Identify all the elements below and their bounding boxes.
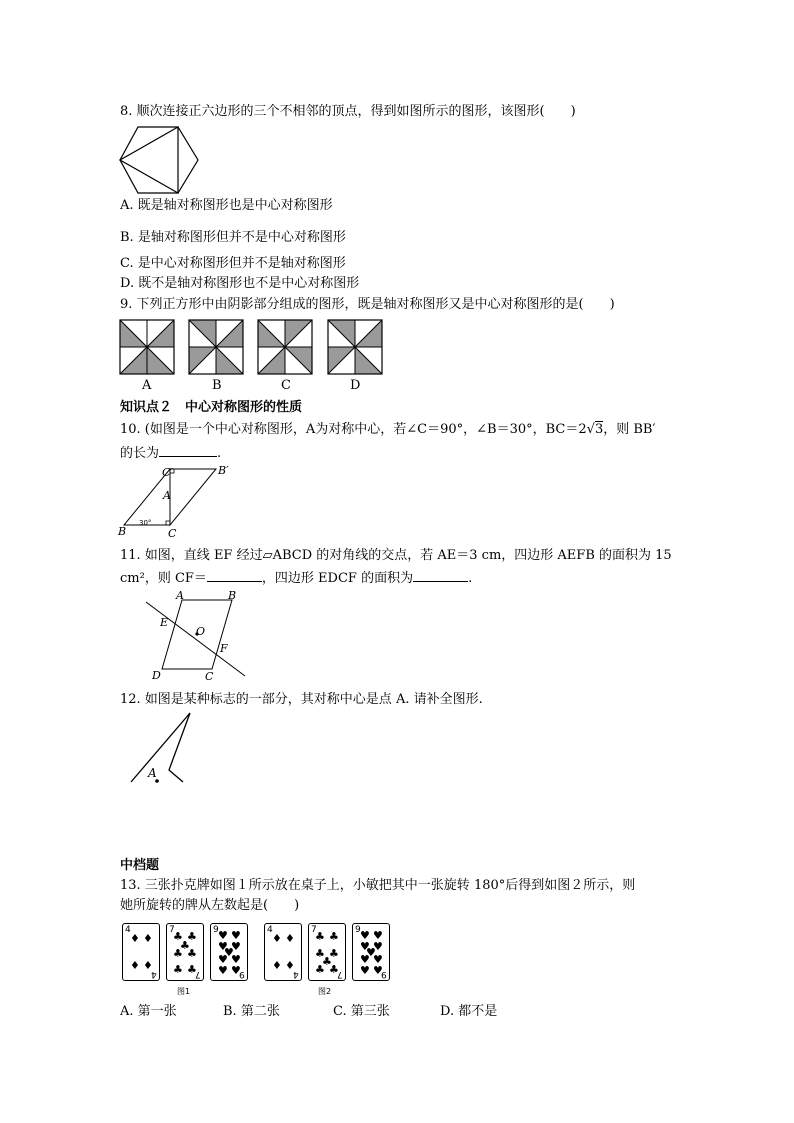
fig2-card-3	[352, 923, 390, 981]
card-pip: ♦	[285, 959, 295, 972]
card-pip: ♦	[272, 959, 282, 972]
card-rank: 9	[239, 969, 245, 979]
card-pip: ♣	[329, 947, 339, 960]
card-rank: 4	[125, 925, 131, 935]
q10-sqrt-radicand: 3	[594, 422, 604, 437]
q11-stem-end: .	[468, 571, 473, 586]
fig2-caption: 图2	[318, 987, 332, 996]
q10-stem-end: .	[217, 446, 222, 461]
card-pip: ♣	[315, 930, 325, 943]
q12-label-a: A	[148, 766, 157, 780]
card-pip: ♥	[218, 929, 228, 942]
card-rank: 9	[381, 969, 387, 979]
q9-square-d	[328, 320, 382, 374]
q9-label-c: C	[281, 378, 291, 393]
q10-stem-c: 的长为	[120, 446, 160, 461]
q10-stem-line2	[120, 443, 221, 462]
q11-label-o: O	[196, 625, 206, 638]
q8-hexagon-figure	[118, 125, 198, 195]
section-title-3: 中档题	[120, 858, 160, 873]
card-pip: ♣	[322, 955, 332, 968]
q11-label-e: E	[160, 616, 169, 629]
q10-figure	[118, 462, 238, 542]
q13-option-a: A. 第一张	[120, 1004, 177, 1019]
card-pip: ♦	[130, 959, 140, 972]
q13-option-c: C. 第三张	[333, 1004, 390, 1019]
card-pip: ♥	[360, 964, 370, 977]
card-rank: 7	[169, 925, 175, 935]
q12-logo-figure	[128, 710, 198, 790]
fig1-card-1	[122, 923, 160, 981]
card-pip: ♥	[373, 953, 383, 966]
q10-stem-line1	[120, 422, 655, 438]
card-pip: ♥	[231, 953, 241, 966]
q9-square-c	[258, 320, 312, 374]
card-rank: 9	[355, 925, 361, 935]
q10-answer-blank	[159, 443, 217, 457]
q11-label-c: C	[205, 670, 214, 683]
q9-label-d: D	[350, 378, 361, 393]
card-pip: ♦	[143, 959, 153, 972]
card-pip: ♥	[360, 953, 370, 966]
card-pip: ♣	[180, 939, 190, 952]
card-pip: ♦	[143, 932, 153, 945]
q8-option-d: D. 既不是轴对称图形也不是中心对称图形	[120, 276, 360, 291]
q13-option-d: D. 都不是	[440, 1004, 498, 1019]
q11-blank-cf	[207, 568, 262, 582]
q10-angle-label: 30°	[139, 519, 152, 527]
q10-stem-b: ，则 BB′	[603, 422, 656, 437]
card-pip: ♥	[218, 953, 228, 966]
card-pip: ♥	[231, 940, 241, 953]
fig2-card-2	[308, 923, 346, 981]
q11-stem-line1: 11. 如图，直线 EF 经过▱ABCD 的对角线的交点，若 AE＝3 cm，四边形 AEFB 的面积为 15	[120, 548, 672, 563]
card-rank: 7	[337, 969, 343, 979]
q8-option-c: C. 是中心对称图形但并不是轴对称图形	[120, 256, 346, 271]
q10-label-b-prime: B′	[218, 464, 229, 477]
q11-label-a: A	[176, 589, 184, 602]
card-rank: 9	[213, 925, 219, 935]
q13-stem-line1: 13. 三张扑克牌如图１所示放在桌子上，小敏把其中一张旋转 180°后得到如图２所示，则	[120, 878, 636, 893]
q12-stem: 12. 如图是某种标志的一部分，其对称中心是点 A. 请补全图形.	[120, 692, 483, 707]
q9-stem: 9. 下列正方形中由阴影部分组成的图形，既是轴对称图形又是中心对称图形的是( )	[120, 297, 615, 312]
card-pip: ♣	[187, 930, 197, 943]
card-pip: ♦	[130, 932, 140, 945]
q11-parallelogram-figure	[140, 588, 255, 683]
card-pip: ♥	[360, 940, 370, 953]
card-pip: ♥	[231, 929, 241, 942]
card-pip: ♣	[173, 930, 183, 943]
q11-label-b: B	[228, 589, 237, 602]
q9-square-a	[120, 320, 174, 374]
q8-option-a: A. 既是轴对称图形也是中心对称图形	[120, 198, 333, 213]
q10-label-b: B	[118, 525, 127, 538]
card-pip: ♥	[218, 940, 228, 953]
card-pip: ♥	[224, 946, 234, 959]
q11-stem-line2	[120, 568, 472, 587]
card-pip: ♥	[366, 946, 376, 959]
q11-stem-a: cm²，则 CF＝	[120, 571, 207, 586]
fig1-card-2	[166, 923, 204, 981]
card-pip: ♥	[360, 929, 370, 942]
card-pip: ♣	[187, 963, 197, 976]
card-pip: ♥	[373, 940, 383, 953]
sqrt-symbol: √	[586, 422, 595, 437]
card-pip: ♣	[329, 963, 339, 976]
card-pip: ♦	[272, 932, 282, 945]
q11-blank-area	[413, 568, 468, 582]
fig2-card-1	[264, 923, 302, 981]
card-rank: 4	[151, 969, 157, 979]
card-rank: 7	[311, 925, 317, 935]
card-pip: ♥	[218, 964, 228, 977]
fig1-card-3	[210, 923, 248, 981]
q13-option-b: B. 第二张	[223, 1004, 280, 1019]
card-rank: 7	[195, 969, 201, 979]
q8-option-b: B. 是轴对称图形但并不是中心对称图形	[120, 230, 346, 245]
q10-label-c: C	[168, 527, 177, 540]
card-pip: ♣	[329, 930, 339, 943]
q9-square-b	[189, 320, 243, 374]
q10-stem-a: 10. (如图是一个中心对称图形，A为对称中心，若∠C＝90°，∠B＝30°，BC＝2	[120, 422, 587, 437]
q9-label-b: B	[212, 378, 222, 393]
card-pip: ♥	[373, 929, 383, 942]
card-pip: ♣	[173, 963, 183, 976]
card-pip: ♣	[315, 947, 325, 960]
card-pip: ♥	[231, 964, 241, 977]
section-title-2: 知识点２ 中心对称图形的性质	[120, 400, 303, 415]
q8-stem: 8. 顺次连接正六边形的三个不相邻的顶点，得到如图所示的图形，该图形( )	[120, 104, 576, 119]
q10-label-a: A	[163, 489, 171, 502]
q11-label-f: F	[220, 642, 228, 655]
card-rank: 4	[293, 969, 299, 979]
fig1-caption: 图1	[177, 987, 191, 996]
card-pip: ♥	[373, 964, 383, 977]
card-pip: ♦	[285, 932, 295, 945]
card-pip: ♣	[315, 963, 325, 976]
q10-label-c-prime: C′	[162, 466, 173, 479]
q11-stem-b: ，四边形 EDCF 的面积为	[261, 571, 414, 586]
card-pip: ♣	[173, 947, 183, 960]
q9-label-a: A	[142, 378, 152, 393]
card-pip: ♣	[187, 947, 197, 960]
q13-stem-line2: 她所旋转的牌从左数起是( )	[120, 898, 300, 913]
q11-label-d: D	[152, 669, 161, 682]
card-rank: 4	[267, 925, 273, 935]
